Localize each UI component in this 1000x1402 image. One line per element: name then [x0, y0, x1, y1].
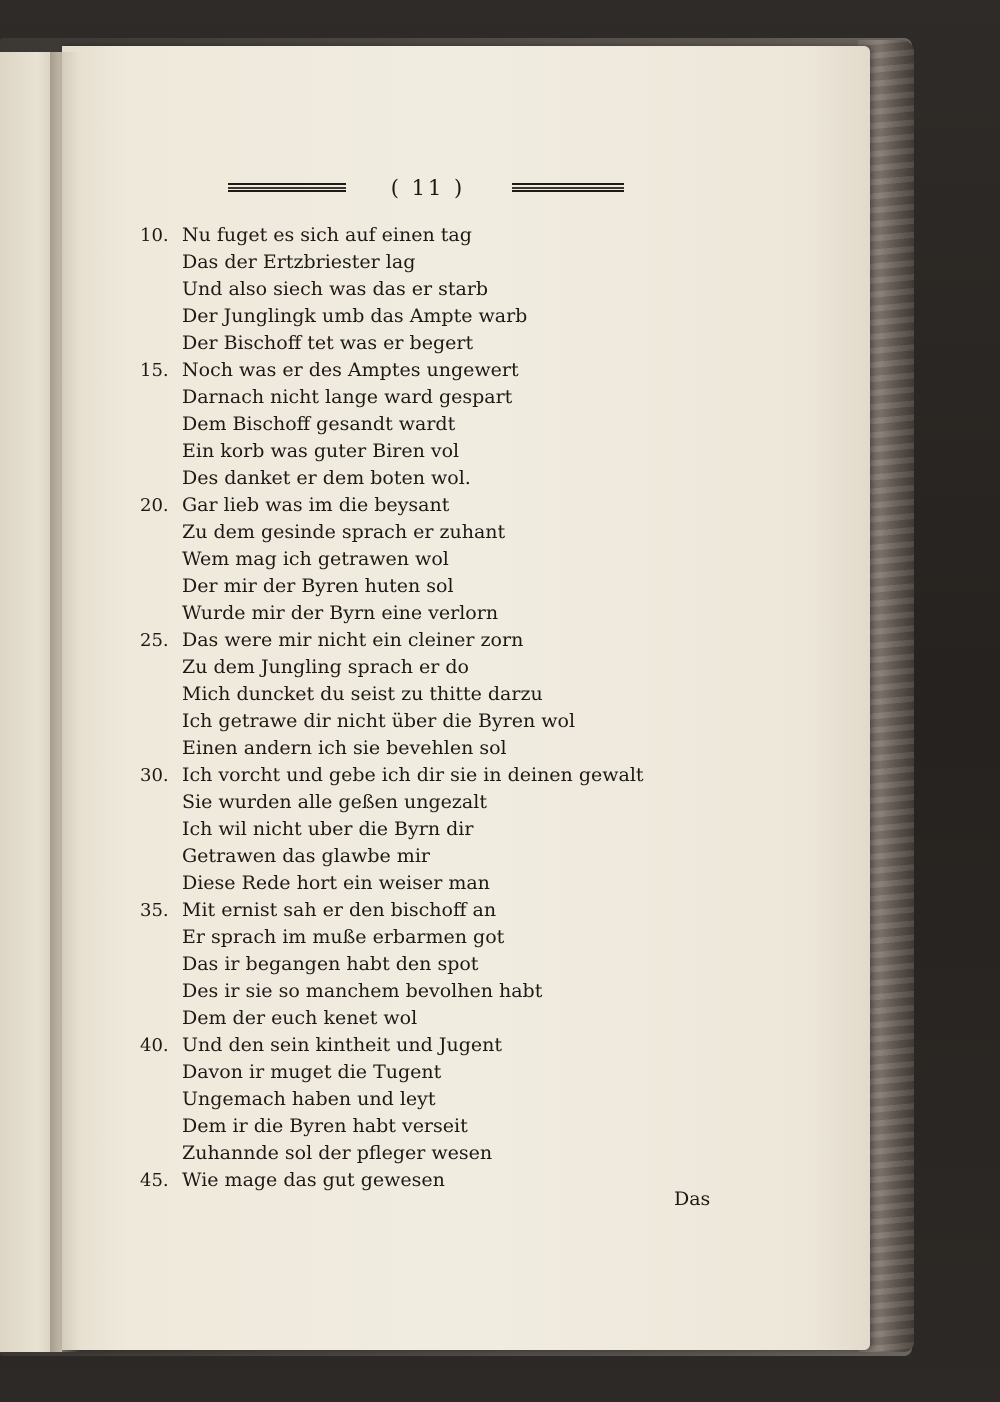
verse-line: [140, 384, 660, 411]
verse-line: [140, 789, 660, 816]
verse-line: [140, 222, 660, 249]
verse-text: Ich vorcht und gebe ich dir sie in deinen gewalt: [182, 764, 644, 786]
verse-number: 35.: [140, 900, 169, 921]
header-rule-right: [512, 183, 624, 192]
verse-text: Und den sein kintheit und Jugent: [182, 1034, 502, 1056]
verse-text: Zu dem gesinde sprach er zuhant: [182, 521, 506, 543]
verse-text: Getrawen das glawbe mir: [182, 845, 430, 867]
page-number: ( 11 ): [390, 176, 466, 200]
verse-text: Zuhannde sol der pfleger wesen: [182, 1142, 493, 1164]
verse-text: Wie mage das gut gewesen: [182, 1169, 445, 1191]
verse-text: Zu dem Jungling sprach er do: [182, 656, 469, 678]
verse-line: [140, 681, 660, 708]
verse-text: Wem mag ich getrawen wol: [182, 548, 449, 570]
header-rule-left: [228, 183, 346, 192]
verse-line: [140, 465, 660, 492]
verse-line: [140, 762, 660, 789]
verse-text: Der Bischoff tet was er begert: [182, 332, 474, 354]
verse-text: Ich wil nicht uber die Byrn dir: [182, 818, 474, 840]
verse-text: Des danket er dem boten wol.: [182, 467, 471, 489]
verse-number: 45.: [140, 1170, 169, 1191]
verse-text: Ungemach haben und leyt: [182, 1088, 436, 1110]
verse-line: [140, 627, 660, 654]
verse-number: 30.: [140, 765, 169, 786]
verse-line: [140, 1167, 660, 1194]
verse-text: Nu fuget es sich auf einen tag: [182, 224, 472, 246]
verse-line: [140, 411, 660, 438]
verse-line: [140, 978, 660, 1005]
verse-line: [140, 1113, 660, 1140]
verse-text: Der Junglingk umb das Ampte warb: [182, 305, 528, 327]
verse-text: Ich getrawe dir nicht über die Byren wol: [182, 710, 576, 732]
verse-line: [140, 735, 660, 762]
verse-line: [140, 600, 660, 627]
verse-text: Dem Bischoff gesandt wardt: [182, 413, 456, 435]
verse-line: [140, 1059, 660, 1086]
verse-text: Er sprach im muße erbarmen got: [182, 926, 505, 948]
catchword: Das: [674, 1188, 711, 1210]
verse-text: Mit ernist sah er den bischoff an: [182, 899, 497, 921]
verse-number: 40.: [140, 1035, 169, 1056]
verse-block: [140, 222, 660, 1194]
verse-number: 25.: [140, 630, 169, 651]
verse-line: [140, 816, 660, 843]
verse-text: Dem der euch kenet wol: [182, 1007, 418, 1029]
page-header: [228, 176, 628, 200]
verse-line: [140, 303, 660, 330]
verse-text: Darnach nicht lange ward gespart: [182, 386, 513, 408]
verse-number: 20.: [140, 495, 169, 516]
verse-line: [140, 1086, 660, 1113]
verse-line: [140, 951, 660, 978]
verse-number: 15.: [140, 360, 169, 381]
verse-line: [140, 1140, 660, 1167]
verse-line: [140, 897, 660, 924]
verse-text: Sie wurden alle geßen ungezalt: [182, 791, 487, 813]
verse-line: [140, 357, 660, 384]
verse-line: [140, 654, 660, 681]
verse-line: [140, 1032, 660, 1059]
verse-text: Dem ir die Byren habt verseit: [182, 1115, 468, 1137]
verse-line: [140, 708, 660, 735]
verse-text: Gar lieb was im die beysant: [182, 494, 450, 516]
verse-line: [140, 276, 660, 303]
verse-text: Ein korb was guter Biren vol: [182, 440, 460, 462]
verse-line: [140, 492, 660, 519]
page-gutter: [50, 52, 80, 1352]
verse-line: [140, 438, 660, 465]
verse-text: Das ir begangen habt den spot: [182, 953, 479, 975]
verse-line: [140, 330, 660, 357]
verse-text: Wurde mir der Byrn eine verlorn: [182, 602, 499, 624]
verse-text: Noch was er des Amptes ungewert: [182, 359, 519, 381]
verse-line: [140, 870, 660, 897]
verse-text: Und also siech was das er starb: [182, 278, 489, 300]
verse-line: [140, 924, 660, 951]
verse-text: Des ir sie so manchem bevolhen habt: [182, 980, 543, 1002]
verse-line: [140, 546, 660, 573]
verse-text: Einen andern ich sie bevehlen sol: [182, 737, 507, 759]
verse-text: Das were mir nicht ein cleiner zorn: [182, 629, 524, 651]
verse-number: 10.: [140, 225, 169, 246]
verse-line: [140, 249, 660, 276]
verse-text: Das der Ertzbriester lag: [182, 251, 416, 273]
verse-text: Mich duncket du seist zu thitte darzu: [182, 683, 543, 705]
verse-text: Diese Rede hort ein weiser man: [182, 872, 490, 894]
verse-text: Der mir der Byren huten sol: [182, 575, 454, 597]
verse-line: [140, 1005, 660, 1032]
verse-text: Davon ir muget die Tugent: [182, 1061, 442, 1083]
verse-line: [140, 843, 660, 870]
verse-line: [140, 519, 660, 546]
verse-line: [140, 573, 660, 600]
